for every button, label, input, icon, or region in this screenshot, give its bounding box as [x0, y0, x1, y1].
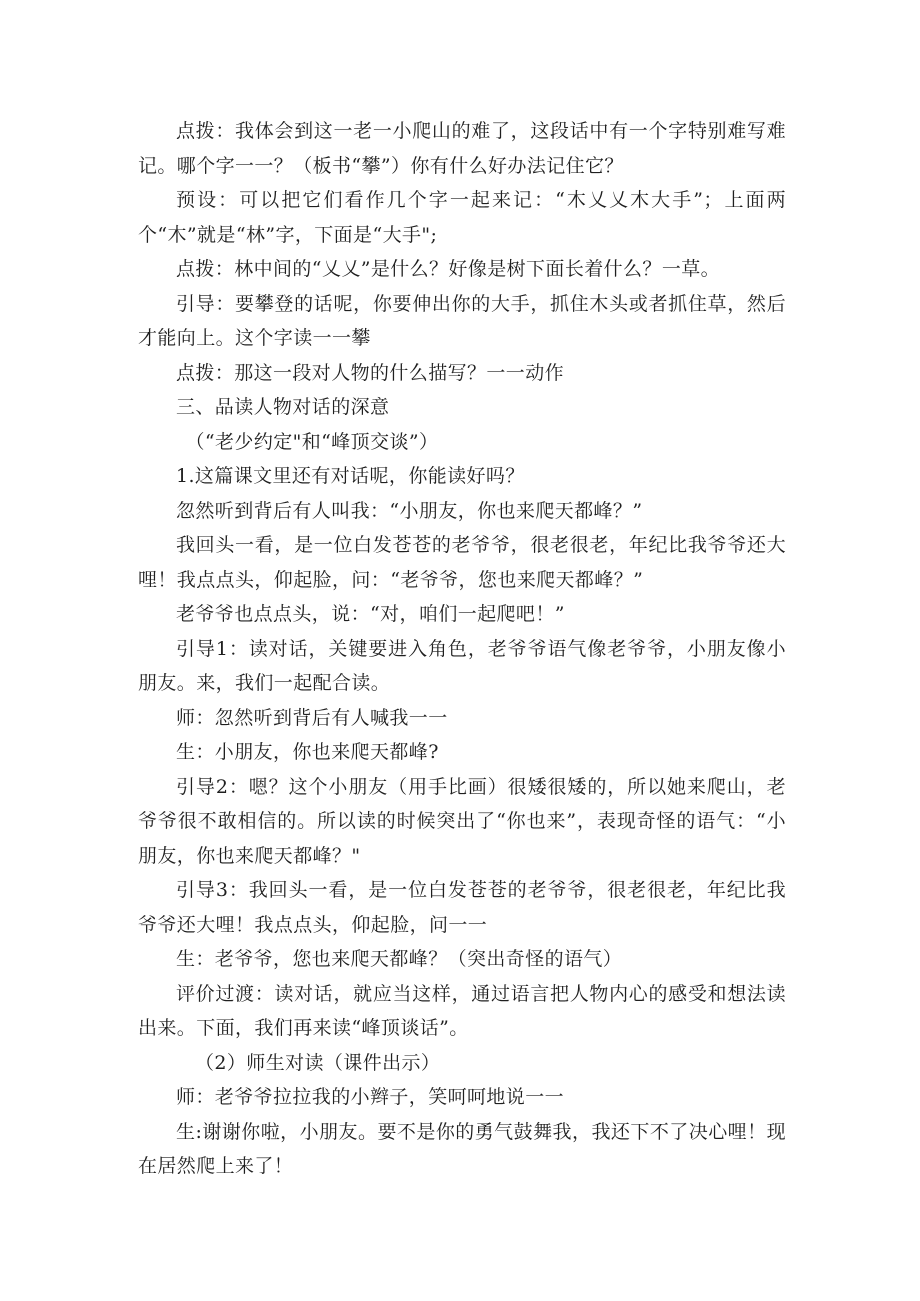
- paragraph-student-2: 生：老爷爷，您也来爬天都峰？（突出奇怪的语气）: [176, 948, 623, 970]
- paragraph-guide-1: 引导：要攀登的话呢，你要伸出你的大手，抓住木头或者抓住草，然后才能向上。这个字读一一攀: [138, 292, 786, 349]
- paragraph-text-3: 老爷爷也点点头，说：“对，咱们一起爬吧！”: [176, 603, 565, 625]
- paragraph-question: 1.这篇课文里还有对话呢，你能读好吗？: [176, 465, 525, 487]
- paragraph-hint-1: 点拨：我体会到这一老一小爬山的难了，这段话中有一个字特别难写难记。哪个字一一？（板书“攀”）你有什么好办法记住它？: [138, 120, 786, 177]
- paragraph-teacher-2: 师：老爷爷拉拉我的小辫子，笑呵呵地说一一: [176, 1086, 565, 1108]
- paragraph-subsection: （2）师生对读（课件出示）: [195, 1051, 441, 1074]
- paragraph-preset: 预设：可以把它们看作几个字一起来记：“木乂乂木大手”；上面两个“木”就是“林”字，下面是“大手";: [138, 189, 786, 246]
- paragraph-teacher-1: 师：忽然听到背后有人喊我一一: [176, 706, 448, 729]
- section-heading: 三、品读人物对话的深意: [176, 396, 390, 418]
- paragraph-text-2: 我回头一看，是一位白发苍苍的老爷爷，很老很老，年纪比我爷爷还大哩！我点点头，仰起脸，问：“老爷爷，您也来爬天都峰？”: [138, 534, 786, 591]
- paragraph-guide-4: 引导3：我回头一看，是一位白发苍苍的老爷爷，很老很老，年纪比我爷爷还大哩！我点点头，仰起脸，问一一: [138, 879, 786, 936]
- paragraph-guide-3: 引导2：嗯？这个小朋友（用手比画）很矮很矮的，所以她来爬山，老爷爷很不敢相信的。所以读的时候突出了“你也来”，表现奇怪的语气：“小朋友，你也来爬天都峰？": [138, 775, 786, 867]
- section-subheading: （“老少约定"和“峰顶交谈”）: [185, 430, 439, 453]
- paragraph-hint-3: 点拨：那这一段对人物的什么描写？一一动作: [176, 361, 565, 384]
- paragraph-student-3: 生:谢谢你啦，小朋友。要不是你的勇气鼓舞我，我还下不了决心哩！现在居然爬上来了！: [138, 1120, 786, 1177]
- paragraph-text-1: 忽然听到背后有人叫我：“小朋友，你也来爬天都峰？”: [176, 499, 643, 522]
- paragraph-evaluation: 评价过渡：读对话，就应当这样，通过语言把人物内心的感受和想法读出来。下面，我们再来读“峰顶谈话”。: [138, 982, 786, 1039]
- paragraph-student-1: 生：小朋友，你也来爬天都峰?: [176, 741, 439, 763]
- paragraph-guide-2: 引导1：读对话，关键要进入角色，老爷爷语气像老爷爷，小朋友像小朋友。来，我们一起配合读。: [138, 637, 786, 694]
- document-body: [138, 114, 786, 1184]
- paragraph-hint-2: 点拨：林中间的“乂乂”是什么？好像是树下面长着什么？一草。: [176, 258, 721, 280]
